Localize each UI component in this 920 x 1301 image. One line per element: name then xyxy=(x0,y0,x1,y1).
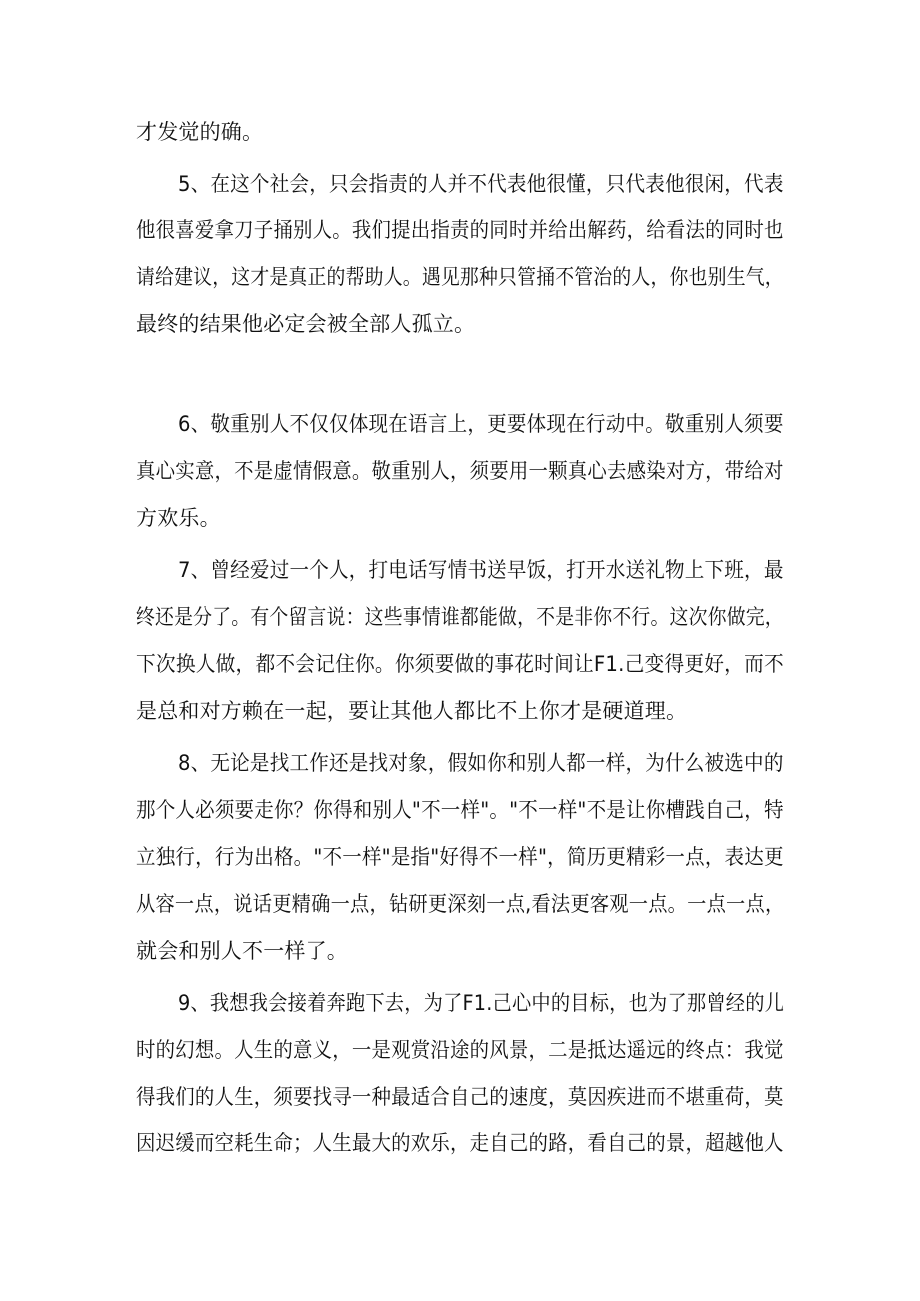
paragraph-9-line-3: 得我们的人生，须要找寻一种最适合自己的速度，莫因疾进而不堪重荷，莫 xyxy=(136,1085,784,1109)
paragraph-6-line-2: 真心实意，不是虚情假意。敬重别人，须要用一颗真心去感染对方，带给对 xyxy=(136,459,784,483)
paragraph-9-line-2: 时的幻想。人生的意义，一是观赏沿途的风景，二是抵达遥远的终点：我觉 xyxy=(136,1038,784,1062)
paragraph-6-line-1: 6、敬重别人不仅仅体现在语言上，更要体现在行动中。敬重别人须要 xyxy=(178,412,784,436)
paragraph-8-line-3: 立独行，行为出格。"不一样"是指"好得不一样"，简历更精彩一点，表达更 xyxy=(136,845,784,869)
paragraph-6-line-3: 方欢乐。 xyxy=(136,506,221,530)
paragraph-7-line-3: 下次换人做，都不会记住你。你须要做的事花时间让F1.己变得更好，而不 xyxy=(136,652,784,676)
paragraph-9-line-1: 9、我想我会接着奔跑下去，为了F1.己心中的目标，也为了那曾经的儿 xyxy=(178,991,785,1015)
paragraph-9-line-4: 因迟缓而空耗生命；人生最大的欢乐，走自己的路，看自己的景，超越他人 xyxy=(136,1131,784,1155)
paragraph-8-line-1: 8、无论是找工作还是找对象，假如你和别人都一样，为什么被选中的 xyxy=(178,751,784,775)
paragraph-8-line-4: 从容一点，说话更精确一点，钻研更深刻一点,看法更客观一点。一点一点， xyxy=(136,892,785,916)
paragraph-8-line-5: 就会和别人不一样了。 xyxy=(136,939,348,963)
paragraph-5-line-2: 他很喜爱拿刀子捅别人。我们提出指责的同时并给出解药，给看法的同时也 xyxy=(136,218,784,242)
paragraph-7-line-2: 终还是分了。有个留言说：这些事情谁都能做，不是非你不行。这次你做完， xyxy=(136,605,784,629)
paragraph-5-line-1: 5、在这个社会，只会指责的人并不代表他很懂，只代表他很闲，代表 xyxy=(178,172,784,196)
paragraph-4-line-1: 才发觉的确。 xyxy=(136,120,264,144)
paragraph-7-line-1: 7、曾经爱过一个人，打电话写情书送早饭，打开水送礼物上下班，最 xyxy=(178,558,784,582)
paragraph-8-line-2: 那个人必须要走你？你得和别人"不一样"。"不一样"不是让你槽践自己，特 xyxy=(136,798,784,822)
paragraph-7-line-4: 是总和对方赖在一起，要让其他人都比不上你才是硬道理。 xyxy=(136,699,688,723)
paragraph-5-line-4: 最终的结果他必定会被全部人孤立。 xyxy=(136,312,476,336)
paragraph-5-line-3: 请给建议，这才是真正的帮助人。遇见那种只管捅不管治的人，你也别生气， xyxy=(136,265,784,289)
